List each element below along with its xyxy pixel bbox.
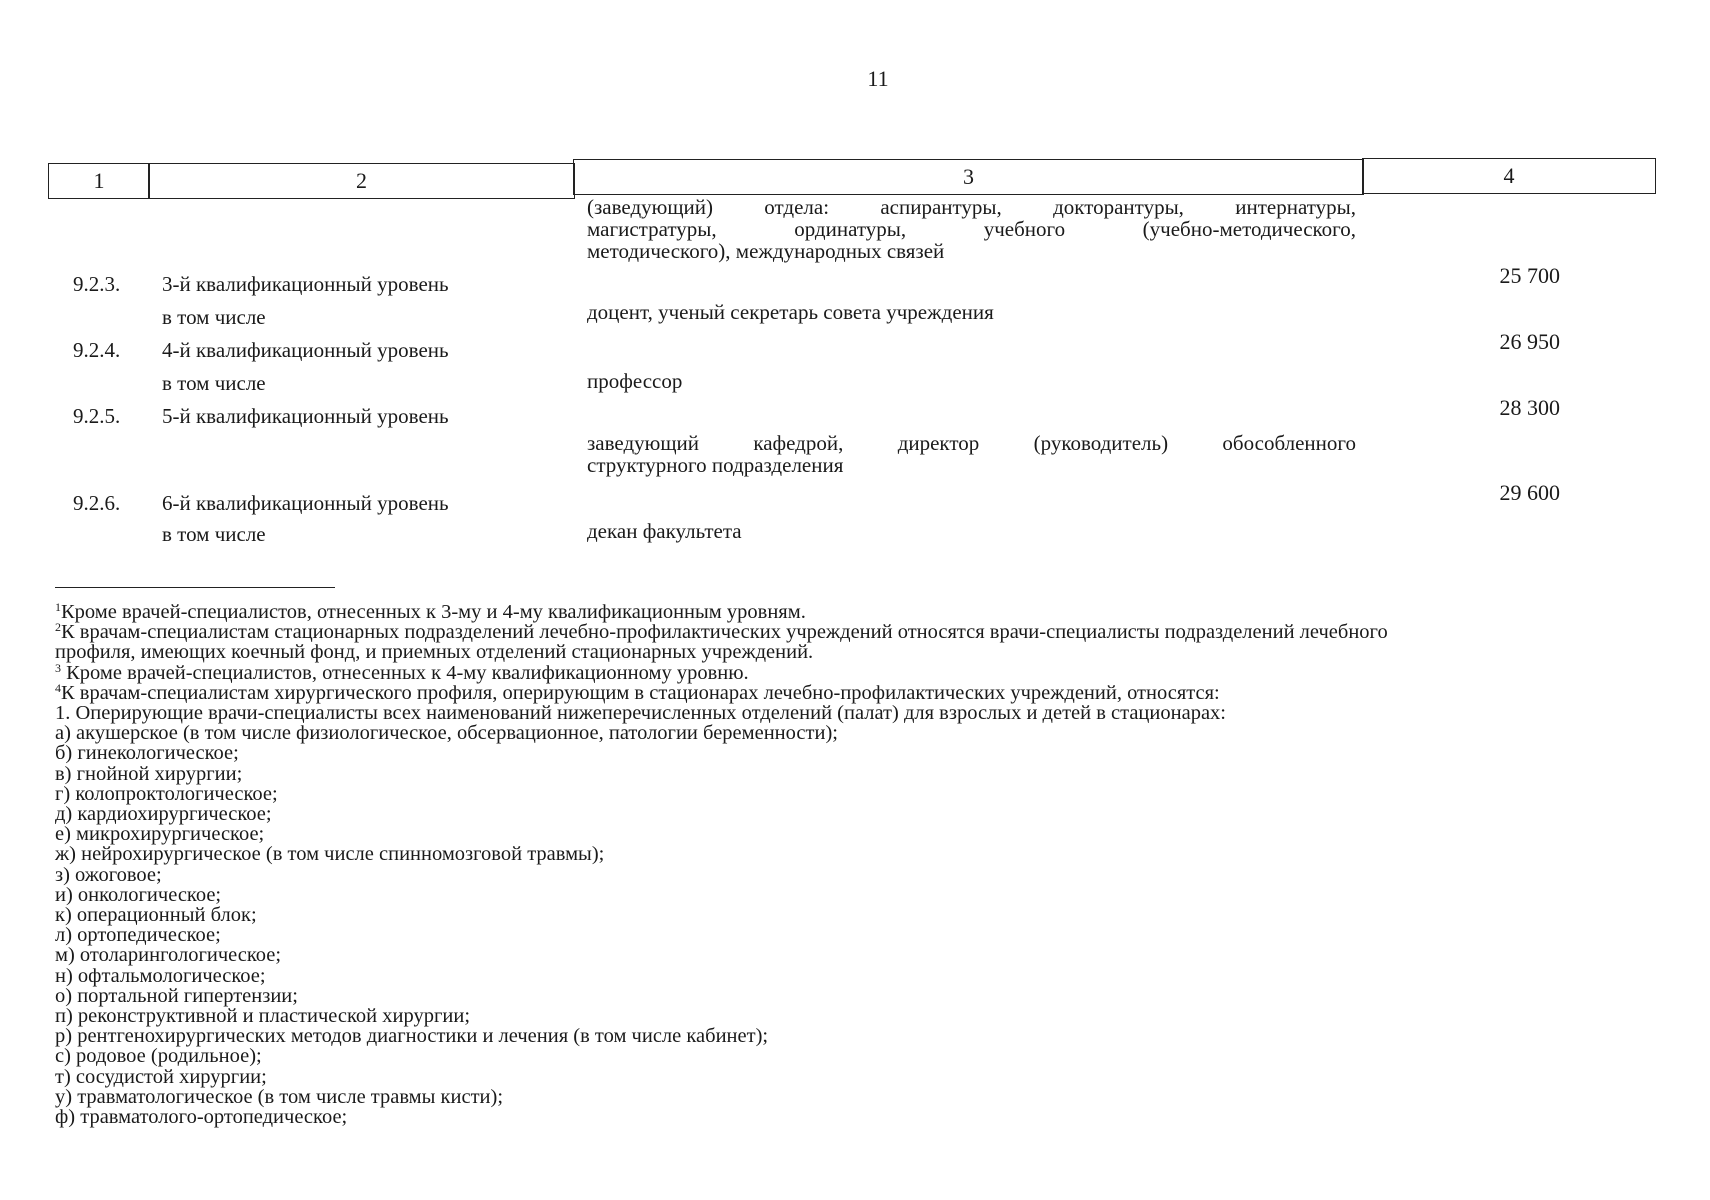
list-item: п) реконструктивной и пластической хирургии; — [55, 1005, 471, 1028]
list-item: и) онкологическое; — [55, 883, 222, 906]
list-item: л) ортопедическое; — [55, 924, 221, 947]
footnote-2-cont: профиля, имеющих коечный фонд, и приемных отделений стационарных учреждений. — [55, 641, 814, 664]
row-positions-9-2-3: доцент, ученый секретарь совета учреждения — [587, 300, 994, 324]
continued-line-1: (заведующий) отдела: аспирантуры, докторантуры, интернатуры, — [587, 195, 1356, 219]
list-item: з) ожоговое; — [55, 863, 162, 886]
list-item: м) отоларингологическое; — [55, 944, 282, 967]
list-item: р) рентгенохирургических методов диагностики и лечения (в том числе кабинет); — [55, 1025, 769, 1048]
row-positions-9-2-6: декан факультета — [587, 519, 742, 543]
header-col-3: 3 — [573, 159, 1364, 195]
footnotes — [55, 602, 1655, 1127]
table-header — [48, 163, 1656, 199]
list-item: с) родовое (родильное); — [55, 1045, 262, 1068]
row-code-9-2-6: 9.2.6. — [73, 491, 121, 515]
header-col-1: 1 — [48, 163, 150, 199]
list-item: в) гнойной хирургии; — [55, 762, 243, 785]
salary-9-2-5: 28 300 — [1499, 395, 1560, 420]
list-item: о) портальной гипертензии; — [55, 984, 298, 1007]
row-code-9-2-3: 9.2.3. — [73, 272, 121, 296]
footnote-2-text-a: К врачам-специалистам стационарных подразделений лечебно-профилактических учреждений относятся врачи-специалисты подразделений лечебного — [61, 621, 1388, 644]
footnote-4-item-1: 1. Оперирующие врачи-специалисты всех наименований нижеперечисленных отделений (палат) для взрослых и детей в стационарах: — [55, 702, 1226, 725]
row-code-9-2-4: 9.2.4. — [73, 338, 121, 362]
row-sub-9-2-6: в том числе — [162, 522, 266, 546]
list-item: ж) нейрохирургическое (в том числе спинномозговой травмы); — [55, 843, 605, 866]
footnote-3 — [55, 660, 1655, 684]
salary-9-2-4: 26 950 — [1499, 329, 1560, 354]
row-sub-9-2-4: в том числе — [162, 371, 266, 395]
footnote-2 — [55, 622, 1655, 642]
row-code-9-2-5: 9.2.5. — [73, 404, 121, 428]
row-positions-9-2-5-line-2: структурного подразделения — [587, 453, 844, 477]
page-number: 11 — [867, 66, 889, 91]
footnote-1-mark: 1 — [55, 600, 61, 614]
list-item: ф) травматолого-ортопедическое; — [55, 1106, 348, 1129]
row-positions-9-2-5-line-1: заведующий кафедрой, директор (руководитель) обособленного — [587, 431, 1356, 455]
list-item: у) травматологическое (в том числе травмы кисти); — [55, 1085, 504, 1108]
list-item: б) гинекологическое; — [55, 742, 239, 765]
salary-9-2-6: 29 600 — [1499, 480, 1560, 505]
list-item: е) микрохирургическое; — [55, 823, 265, 846]
row-sub-9-2-3: в том числе — [162, 305, 266, 329]
row-positions-9-2-4: профессор — [587, 369, 683, 393]
row-level-9-2-4: 4-й квалификационный уровень — [162, 338, 449, 362]
footnote-separator — [55, 587, 335, 588]
list-item: а) акушерское (в том числе физиологическое, обсервационное, патологии беременности); — [55, 722, 838, 745]
list-item: г) колопроктологическое; — [55, 782, 278, 805]
footnote-4 — [55, 680, 1655, 704]
footnote-4-text: К врачам-специалистам хирургического профиля, оперирующим в стационарах лечебно-профилактических учреждений, относятся: — [61, 681, 1220, 704]
footnote-3-mark: 3 — [55, 660, 61, 675]
list-item: к) операционный блок; — [55, 904, 257, 927]
list-item: т) сосудистой хирургии; — [55, 1065, 267, 1088]
footnote-3-text: Кроме врачей-специалистов, отнесенных к 4-му квалификационному уровню. — [61, 661, 749, 684]
list-item: н) офтальмологическое; — [55, 964, 266, 987]
continued-position-text — [587, 196, 1356, 262]
footnote-1-text: Кроме врачей-специалистов, отнесенных к 3-му и 4-му квалификационным уровням. — [61, 601, 806, 623]
header-col-4: 4 — [1362, 158, 1656, 194]
row-level-9-2-6: 6-й квалификационный уровень — [162, 491, 449, 515]
header-col-2: 2 — [148, 163, 575, 199]
row-positions-9-2-5 — [587, 432, 1356, 476]
continued-line-3: методического), международных связей — [587, 239, 945, 263]
footnote-4-mark: 4 — [55, 680, 61, 695]
footnote-1 — [55, 602, 1655, 622]
salary-9-2-3: 25 700 — [1499, 263, 1560, 288]
footnote-2-mark: 2 — [55, 620, 61, 635]
row-level-9-2-3: 3-й квалификационный уровень — [162, 272, 449, 296]
row-level-9-2-5: 5-й квалификационный уровень — [162, 404, 449, 428]
list-item: д) кардиохирургическое; — [55, 803, 272, 826]
continued-line-2: магистратуры, ординатуры, учебного (учебно-методического, — [587, 217, 1356, 241]
